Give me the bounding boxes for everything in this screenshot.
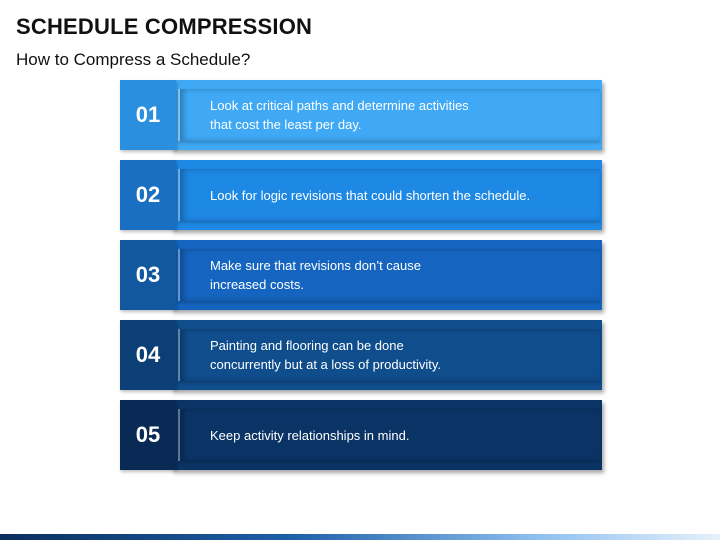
step-number: 01 — [120, 80, 176, 150]
step-text: Look for logic revisions that could shorten the schedule. — [210, 187, 531, 203]
step-number: 03 — [120, 240, 176, 310]
step-number: 04 — [120, 320, 176, 390]
step-text: Keep activity relationships in mind. — [210, 427, 410, 443]
step-text: Look at critical paths and determine activities that cost the least per day. — [210, 98, 469, 132]
step-text: Painting and flooring can be done concurrently but at a loss of productivity. — [210, 338, 441, 372]
step-number: 02 — [120, 160, 176, 230]
step-item — [120, 400, 602, 470]
step-text: Make sure that revisions don’t cause increased costs. — [210, 258, 421, 292]
step-item — [120, 80, 602, 150]
bottom-accent-bar — [0, 534, 720, 540]
step-item — [120, 320, 602, 390]
page-title: SCHEDULE COMPRESSION — [16, 14, 313, 39]
page-subtitle: How to Compress a Schedule? — [16, 50, 251, 69]
step-item — [120, 240, 602, 310]
step-number: 05 — [120, 400, 176, 470]
step-item — [120, 160, 602, 230]
